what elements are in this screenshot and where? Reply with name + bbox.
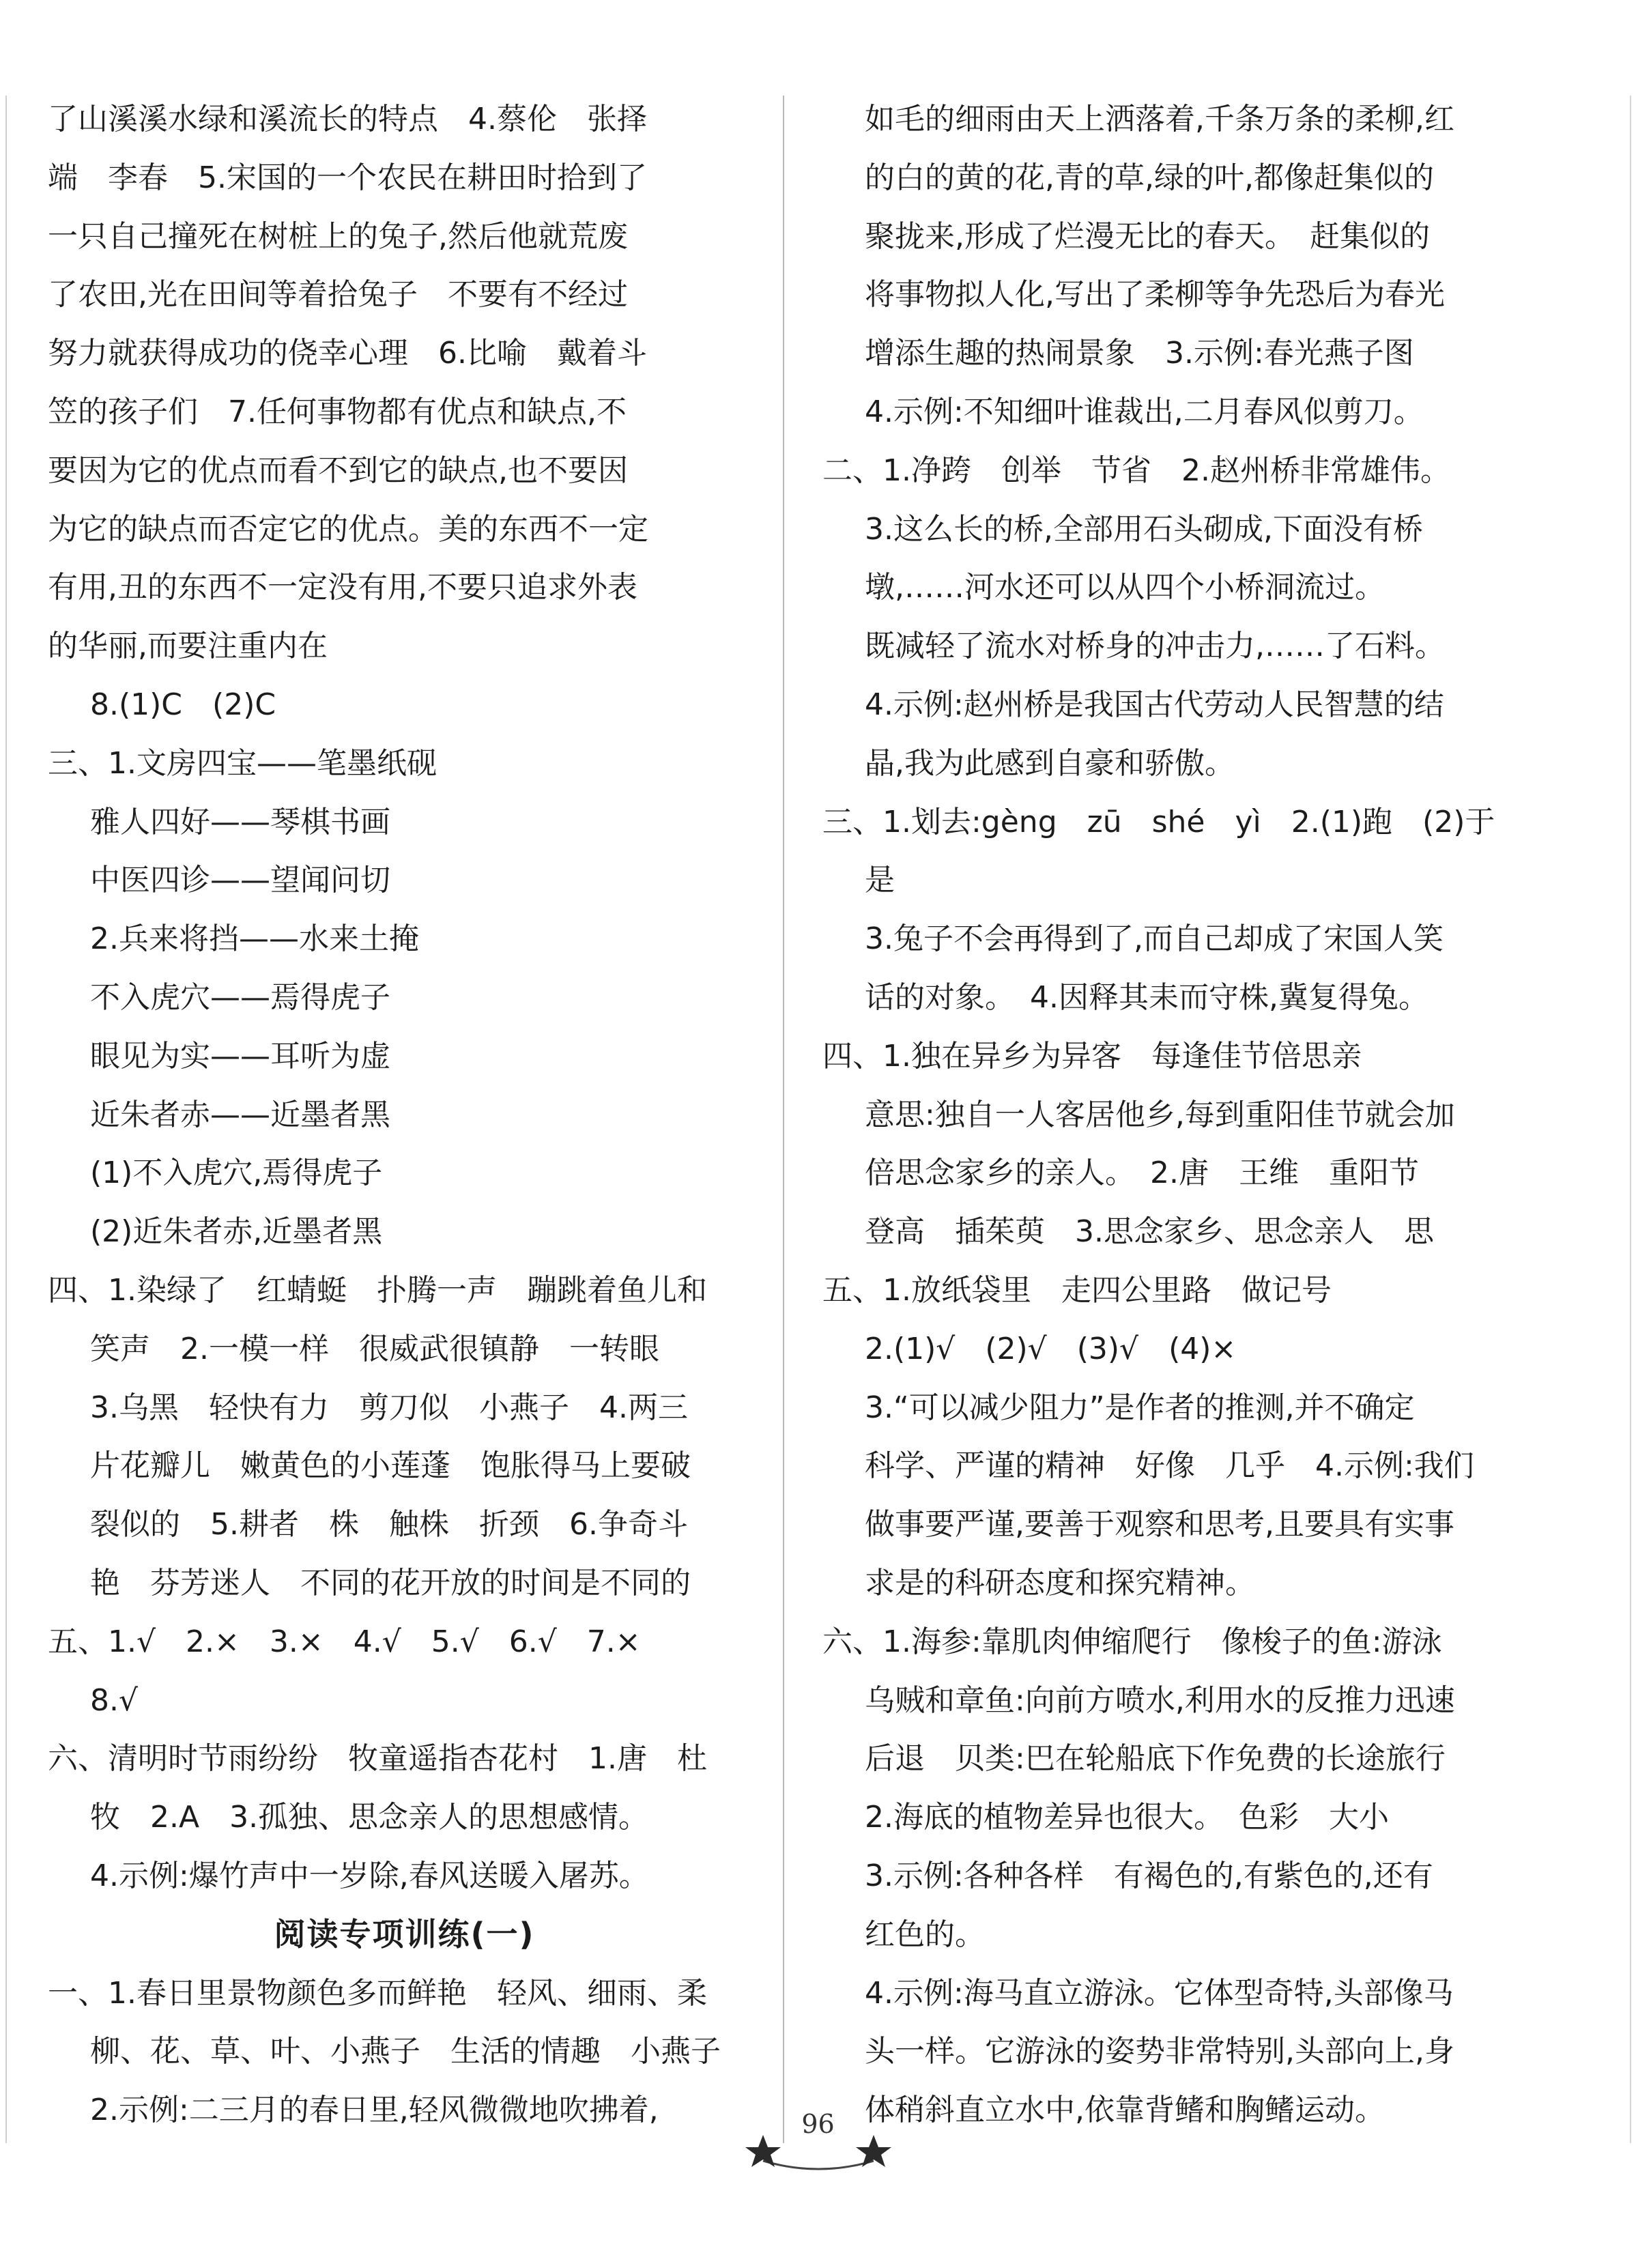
right-column-line: 2.(1)√ (2)√ (3)√ (4)× bbox=[865, 1331, 1237, 1366]
right-column-line: 乌贼和章鱼:向前方喷水,利用水的反推力迅速 bbox=[865, 1682, 1455, 1718]
left-column-line: 眼见为实——耳听为虚 bbox=[90, 1038, 390, 1074]
left-column-line: 艳 芬芳迷人 不同的花开放的时间是不同的 bbox=[90, 1565, 691, 1600]
right-column-line: 的白的黄的花,青的草,绿的叶,都像赶集似的 bbox=[865, 160, 1434, 195]
right-column-line: 话的对象。 4.因释其耒而守株,冀复得兔。 bbox=[865, 979, 1429, 1015]
left-column-line: 8.(1)C (2)C bbox=[90, 687, 276, 722]
left-column-line: 笠的孩子们 7.任何事物都有优点和缺点,不 bbox=[48, 394, 627, 429]
right-column-line: 头一样。它游泳的姿势非常特别,头部向上,身 bbox=[865, 2034, 1454, 2069]
right-margin-rule bbox=[1630, 96, 1631, 2143]
right-column-line: 3.示例:各种各样 有褐色的,有紫色的,还有 bbox=[865, 1858, 1433, 1893]
section-heading: 阅读专项训练(一) bbox=[274, 1915, 535, 1953]
left-column-line: 四、1.染绿了 红蜻蜓 扑腾一声 蹦跳着鱼儿和 bbox=[48, 1272, 707, 1308]
right-column-line: 晶,我为此感到自豪和骄傲。 bbox=[865, 745, 1235, 781]
left-column-line: (2)近朱者赤,近墨者黑 bbox=[90, 1214, 383, 1250]
left-column-line: 六、清明时节雨纷纷 牧童遥指杏花村 1.唐 杜 bbox=[48, 1741, 707, 1777]
right-column-line: 三、1.划去:gèng zū shé yì 2.(1)跑 (2)于 bbox=[822, 804, 1495, 839]
right-column-line: 将事物拟人化,写出了柔柳等争先恐后为春光 bbox=[865, 277, 1445, 313]
left-column-line: 3.乌黑 轻快有力 剪刀似 小燕子 4.两三 bbox=[90, 1390, 688, 1425]
left-column-line: 柳、花、草、叶、小燕子 生活的情趣 小燕子 bbox=[90, 2034, 721, 2069]
column-divider bbox=[783, 96, 784, 2143]
left-margin-rule bbox=[5, 96, 7, 2143]
left-column-line: 2.示例:二三月的春日里,轻风微微地吹拂着, bbox=[90, 2093, 659, 2128]
left-column bbox=[48, 90, 761, 2140]
left-column-line: 为它的缺点而否定它的优点。美的东西不一定 bbox=[48, 511, 648, 547]
left-column-line: 五、1.√ 2.× 3.× 4.√ 5.√ 6.√ 7.× bbox=[48, 1624, 641, 1659]
right-column-line: 后退 贝类:巴在轮船底下作免费的长途旅行 bbox=[865, 1741, 1446, 1777]
left-column-line: 一只自己撞死在树桩上的兔子,然后他就荒废 bbox=[48, 218, 628, 254]
right-column-line: 如毛的细雨由天上洒落着,千条万条的柔柳,红 bbox=[865, 102, 1454, 137]
left-column-line: 2.兵来将挡——水来土掩 bbox=[90, 921, 419, 957]
right-column-line: 体稍斜直立水中,依靠背鳍和胸鳍运动。 bbox=[865, 2093, 1385, 2128]
left-column-line: 端 李春 5.宋国的一个农民在耕田时拾到了 bbox=[48, 160, 647, 195]
page-number: 96 bbox=[801, 2109, 835, 2139]
left-column-line: 8.√ bbox=[90, 1682, 139, 1718]
page-footer bbox=[0, 2109, 1636, 2198]
left-column-line: 4.示例:爆竹声中一岁除,春风送暖入屠苏。 bbox=[90, 1858, 649, 1893]
two-stars-swoosh-icon bbox=[743, 2128, 894, 2176]
right-column-line: 科学、严谨的精神 好像 几乎 4.示例:我们 bbox=[865, 1448, 1474, 1484]
right-column-line: 2.海底的植物差异也很大。 色彩 大小 bbox=[865, 1800, 1389, 1835]
left-column-line: 笑声 2.一模一样 很威武很镇静 一转眼 bbox=[90, 1331, 659, 1366]
right-column-line: 3.兔子不会再得到了,而自己却成了宋国人笑 bbox=[865, 921, 1444, 957]
left-column-line: 三、1.文房四宝——笔墨纸砚 bbox=[48, 745, 437, 781]
left-column-line: 裂似的 5.耕者 株 触株 折颈 6.争奇斗 bbox=[90, 1507, 688, 1542]
left-column-line: 不入虎穴——焉得虎子 bbox=[90, 979, 390, 1015]
right-column-line: 做事要严谨,要善于观察和思考,且要具有实事 bbox=[865, 1507, 1454, 1542]
right-column-line: 3.“可以减少阻力”是作者的推测,并不确定 bbox=[865, 1390, 1415, 1425]
right-column-line: 既减轻了流水对桥身的冲击力,……了石料。 bbox=[865, 629, 1445, 664]
right-column-line: 4.示例:不知细叶谁裁出,二月春风似剪刀。 bbox=[865, 394, 1424, 429]
left-column-line: 一、1.春日里景物颜色多而鲜艳 轻风、细雨、柔 bbox=[48, 1975, 707, 2011]
right-column-line: 3.这么长的桥,全部用石头砌成,下面没有桥 bbox=[865, 511, 1423, 547]
right-column-line: 聚拢来,形成了烂漫无比的春天。 赶集似的 bbox=[865, 218, 1430, 254]
left-column-line: 雅人四好——琴棋书画 bbox=[90, 804, 390, 839]
left-column-line: 近朱者赤——近墨者黑 bbox=[90, 1097, 390, 1132]
left-column-line: 努力就获得成功的侥幸心理 6.比喻 戴着斗 bbox=[48, 336, 647, 371]
left-column-line: 了山溪溪水绿和溪流长的特点 4.蔡伦 张择 bbox=[48, 102, 647, 137]
left-column-line: 的华丽,而要注重内在 bbox=[48, 629, 328, 664]
right-column-line: 增添生趣的热闹景象 3.示例:春光燕子图 bbox=[865, 336, 1414, 371]
right-column-line: 四、1.独在异乡为异客 每逢佳节倍思亲 bbox=[822, 1038, 1362, 1074]
right-column-line: 4.示例:赵州桥是我国古代劳动人民智慧的结 bbox=[865, 687, 1444, 722]
right-column-line: 墩,……河水还可以从四个小桥洞流过。 bbox=[865, 570, 1385, 605]
left-column-line: 有用,丑的东西不一定没有用,不要只追求外表 bbox=[48, 570, 637, 605]
left-column-line: 片花瓣儿 嫩黄色的小莲蓬 饱胀得马上要破 bbox=[90, 1448, 691, 1484]
right-column bbox=[822, 90, 1539, 2140]
right-column-line: 登高 插茱萸 3.思念家乡、思念亲人 思 bbox=[865, 1214, 1434, 1250]
right-column-line: 是 bbox=[865, 863, 895, 898]
left-column-line: 了农田,光在田间等着拾兔子 不要有不经过 bbox=[48, 277, 628, 313]
left-column-line: 中医四诊——望闻问切 bbox=[90, 863, 390, 898]
right-column-line: 二、1.净跨 创举 节省 2.赵州桥非常雄伟。 bbox=[822, 453, 1450, 488]
right-column-line: 五、1.放纸袋里 走四公里路 做记号 bbox=[822, 1272, 1332, 1308]
right-column-line: 4.示例:海马直立游泳。它体型奇特,头部像马 bbox=[865, 1975, 1454, 2011]
right-column-line: 倍思念家乡的亲人。 2.唐 王维 重阳节 bbox=[865, 1155, 1419, 1191]
left-column-line: (1)不入虎穴,焉得虎子 bbox=[90, 1155, 383, 1191]
right-column-line: 意思:独自一人客居他乡,每到重阳佳节就会加 bbox=[865, 1097, 1455, 1132]
left-column-line: 要因为它的优点而看不到它的缺点,也不要因 bbox=[48, 453, 628, 488]
right-column-line: 六、1.海参:靠肌肉伸缩爬行 像梭子的鱼:游泳 bbox=[822, 1624, 1442, 1659]
right-column-line: 求是的科研态度和探究精神。 bbox=[865, 1565, 1255, 1600]
right-column-line: 红色的。 bbox=[865, 1917, 985, 1952]
left-column-line: 牧 2.A 3.孤独、思念亲人的思想感情。 bbox=[90, 1800, 649, 1835]
